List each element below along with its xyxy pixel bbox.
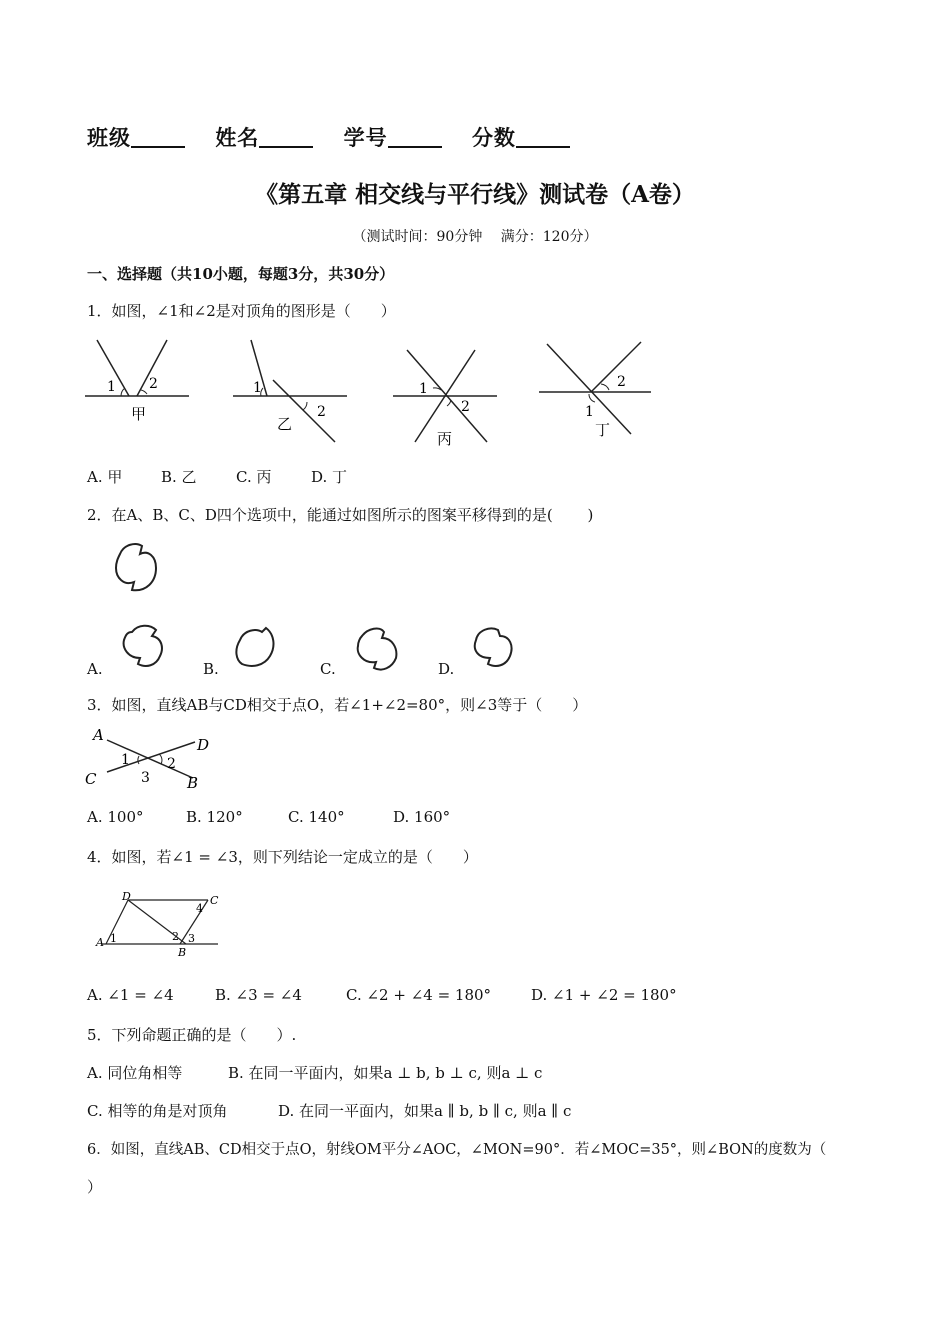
fig-jia-angle-1: 1 xyxy=(107,379,116,395)
class-field: 班级 xyxy=(87,122,185,152)
q2-option-d-icon[interactable] xyxy=(468,624,518,672)
question-1-figures xyxy=(85,336,651,448)
fig-ding-angle-1: 1 xyxy=(585,404,594,420)
question-4-text: 4．如图，若∠1 = ∠3，则下列结论一定成立的是（ ） xyxy=(87,848,478,866)
q3-angle-1: 1 xyxy=(121,752,130,768)
q4-angle-2: 2 xyxy=(172,930,179,943)
fig-yi-angle-1: 1 xyxy=(253,380,262,396)
q3-label-a: A xyxy=(93,726,104,744)
q3-label-d: D xyxy=(197,736,210,754)
q3-option-b[interactable]: B. 120° xyxy=(186,808,243,826)
score-blank[interactable] xyxy=(516,126,570,148)
q5-option-b[interactable]: B. 在同一平面内，如果a ⊥ b, b ⊥ c, 则a ⊥ c xyxy=(228,1064,543,1082)
figure-yi xyxy=(233,340,347,442)
q2-option-b-icon[interactable] xyxy=(230,624,280,672)
q3-figure xyxy=(85,726,213,792)
question-1-text: 1．如图，∠1和∠2是对顶角的图形是（ ） xyxy=(87,302,396,320)
q3-label-c: C xyxy=(85,770,97,788)
q4-angle-3: 3 xyxy=(188,932,195,945)
student-info-header xyxy=(87,122,592,152)
q3-angle-2: 2 xyxy=(167,756,176,772)
q1-option-b[interactable]: B. 乙 xyxy=(161,468,197,486)
name-blank[interactable] xyxy=(259,126,313,148)
q2-option-a[interactable]: A. xyxy=(87,660,103,678)
q3-label-b: B xyxy=(187,774,199,792)
question-6-text-line-1: 6．如图，直线AB、CD相交于点O，射线OM平分∠AOC，∠MON=90°．若∠MOC=35°，则∠BON的度数为（ xyxy=(87,1142,827,1158)
q2-option-b[interactable]: B. xyxy=(203,660,219,678)
q2-option-c[interactable]: C. xyxy=(320,660,336,678)
question-5-text: 5．下列命题正确的是（ ）. xyxy=(87,1026,297,1044)
figure-jia xyxy=(85,340,189,423)
score-field: 分数 xyxy=(472,122,570,152)
q4-option-d[interactable]: D. ∠1 + ∠2 = 180° xyxy=(531,986,677,1004)
q1-option-c[interactable]: C. 丙 xyxy=(236,468,272,486)
q3-option-a[interactable]: A. 100° xyxy=(87,808,144,826)
q4-angle-1: 1 xyxy=(110,932,117,945)
question-3-text: 3．如图，直线AB与CD相交于点O，若∠1+∠2=80°，则∠3等于（ ） xyxy=(87,696,588,714)
q1-option-d[interactable]: D. 丁 xyxy=(311,468,348,486)
q4-angle-4: 4 xyxy=(196,902,203,915)
q5-option-d[interactable]: D. 在同一平面内，如果a ∥ b, b ∥ c, 则a ∥ c xyxy=(278,1102,572,1120)
figure-ding xyxy=(539,342,651,439)
fig-jia-label: 甲 xyxy=(131,405,147,423)
q4-option-b[interactable]: B. ∠3 = ∠4 xyxy=(215,986,302,1004)
q1-option-a[interactable]: A. 甲 xyxy=(87,468,123,486)
q4-label-a: A xyxy=(96,936,104,949)
q3-angle-3: 3 xyxy=(141,770,150,786)
q4-label-b: B xyxy=(178,946,187,959)
question-6-text-line-2: ） xyxy=(87,1178,103,1196)
id-field: 学号 xyxy=(344,122,442,152)
q4-label-c: C xyxy=(210,894,219,907)
q5-option-c[interactable]: C. 相等的角是对顶角 xyxy=(87,1102,228,1120)
q5-option-a[interactable]: A. 同位角相等 xyxy=(87,1064,183,1082)
fig-bing-angle-2: 2 xyxy=(461,399,470,415)
class-blank[interactable] xyxy=(131,126,185,148)
figure-bing xyxy=(393,350,497,448)
q2-option-d[interactable]: D. xyxy=(438,660,455,678)
fig-jia-angle-2: 2 xyxy=(149,376,158,392)
q2-option-a-icon[interactable] xyxy=(118,622,168,670)
fig-yi-label: 乙 xyxy=(277,415,293,433)
q2-option-c-icon[interactable] xyxy=(352,624,404,674)
section-heading: 一、选择题（共10小题，每题3分，共30分） xyxy=(87,265,395,283)
q4-figure xyxy=(92,890,222,960)
q4-option-c[interactable]: C. ∠2 + ∠4 = 180° xyxy=(346,986,492,1004)
q4-label-d: D xyxy=(122,890,131,903)
id-blank[interactable] xyxy=(388,126,442,148)
q2-pattern-icon xyxy=(110,540,162,596)
fig-yi-angle-2: 2 xyxy=(317,404,326,420)
page-subtitle: （测试时间：90分钟 满分：120分） xyxy=(352,229,598,245)
fig-bing-angle-1: 1 xyxy=(419,381,428,397)
name-field: 姓名 xyxy=(215,122,313,152)
fig-bing-label: 丙 xyxy=(437,430,453,448)
question-2-text: 2．在A、B、C、D四个选项中，能通过如图所示的图案平移得到的是( ) xyxy=(87,506,594,524)
fig-ding-label: 丁 xyxy=(595,421,611,439)
q3-option-c[interactable]: C. 140° xyxy=(288,808,345,826)
page-title: 《第五章 相交线与平行线》测试卷（A卷） xyxy=(255,181,695,208)
q3-option-d[interactable]: D. 160° xyxy=(393,808,451,826)
q4-option-a[interactable]: A. ∠1 = ∠4 xyxy=(87,986,174,1004)
fig-ding-angle-2: 2 xyxy=(617,374,626,390)
